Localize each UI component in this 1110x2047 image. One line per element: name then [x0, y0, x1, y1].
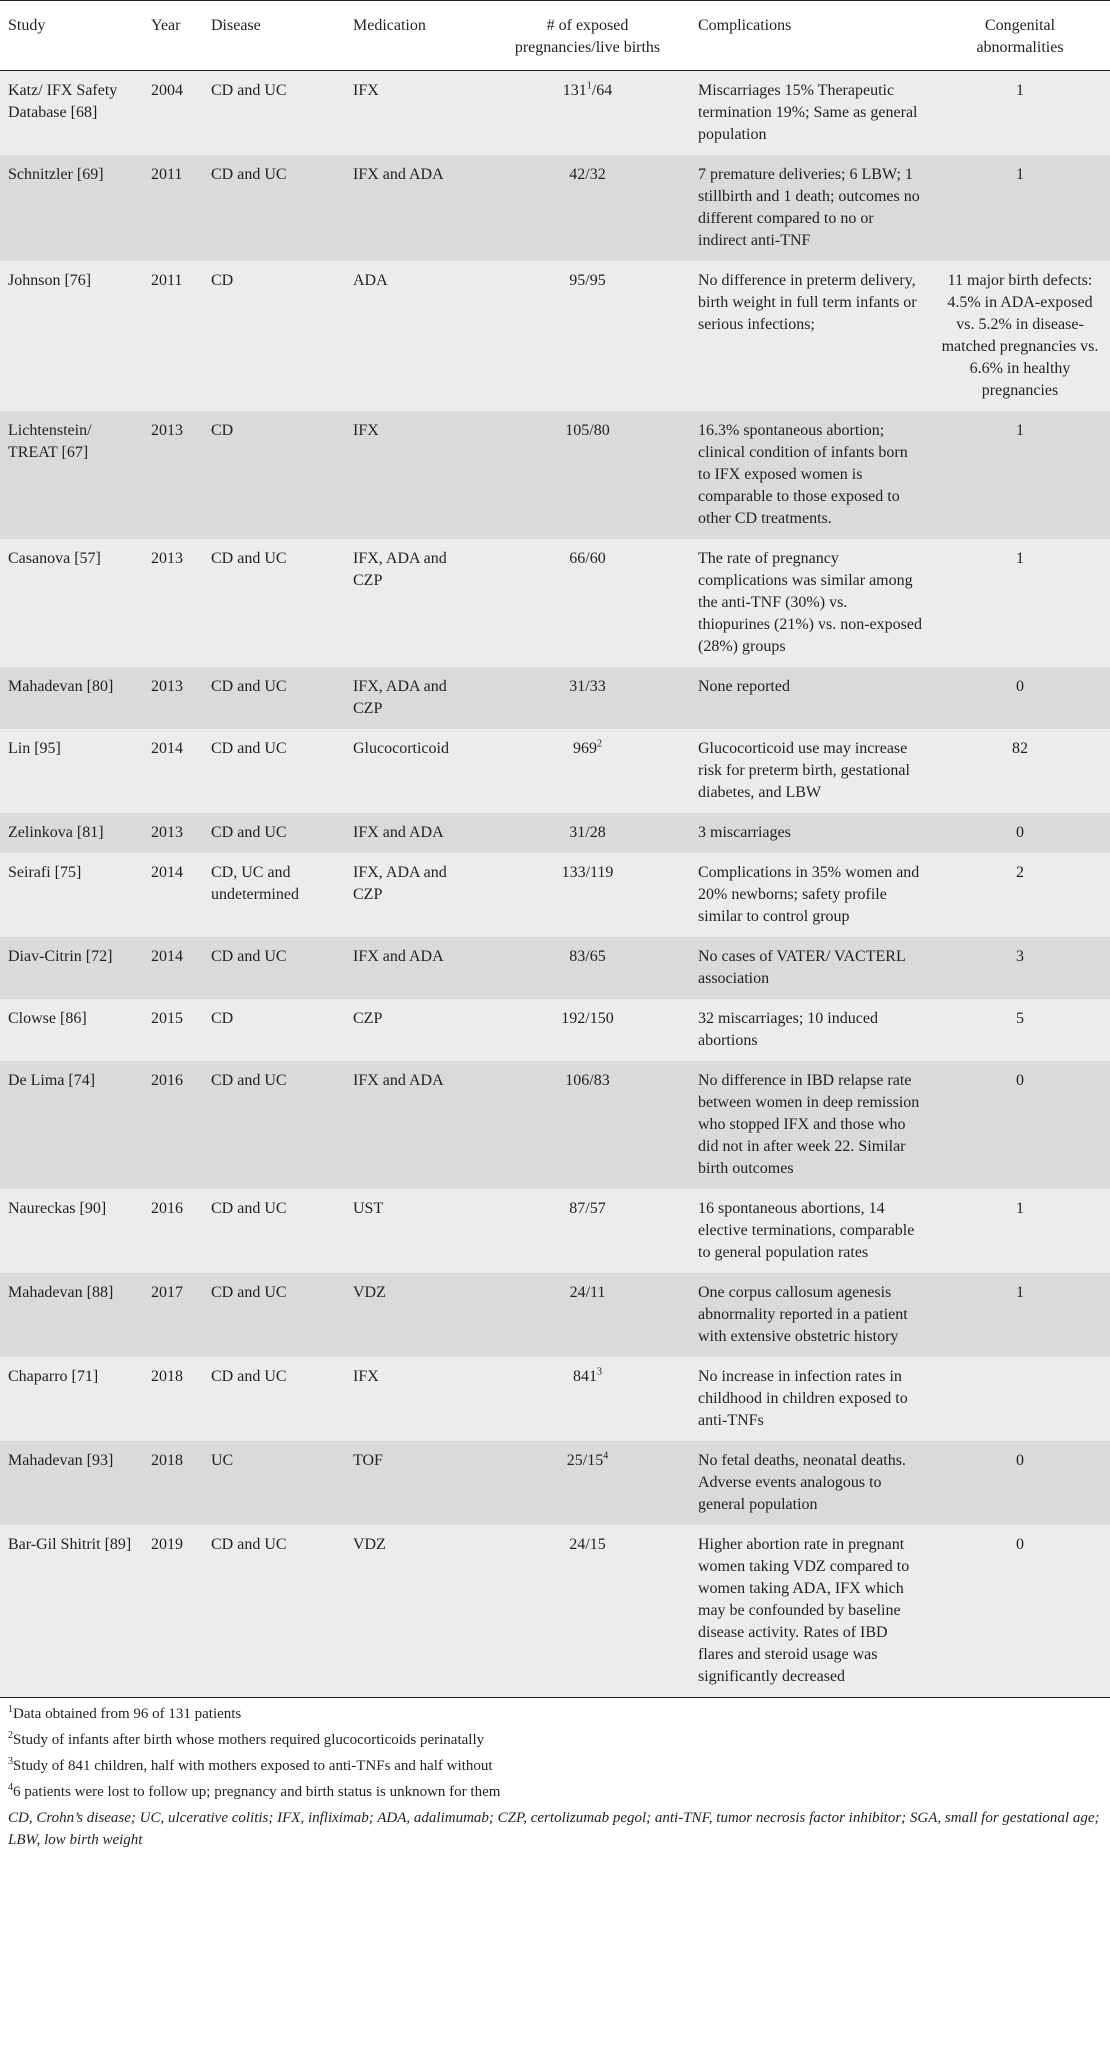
cell-exposed — [485, 71, 690, 156]
cell-complications: No increase in infection rates in childhood in children exposed to anti-TNFs — [690, 1357, 930, 1441]
cell-medication: IFX, ADA and CZP — [345, 539, 485, 667]
cell-year: 2017 — [143, 1273, 203, 1357]
exposed-value: 106/83 — [565, 1072, 610, 1089]
exposed-value: 31/28 — [569, 824, 606, 841]
exposed-value-rest: /64 — [591, 82, 613, 99]
footnote-marker: 2 — [597, 738, 602, 750]
cell-congenital: 1 — [930, 71, 1110, 156]
cell-study: Mahadevan [93] — [0, 1441, 143, 1525]
cell-congenital: 0 — [930, 1525, 1110, 1698]
cell-disease: CD and UC — [203, 155, 345, 261]
header-congenital — [930, 1, 1110, 71]
cell-exposed — [485, 937, 690, 999]
header-congenital-line1: Congenital — [984, 17, 1056, 34]
cell-exposed — [485, 1357, 690, 1441]
cell-year: 2016 — [143, 1061, 203, 1189]
cell-exposed — [485, 813, 690, 853]
cell-medication: IFX — [345, 1357, 485, 1441]
cell-year: 2018 — [143, 1441, 203, 1525]
cell-exposed — [485, 853, 690, 937]
table-row — [0, 71, 1110, 156]
cell-complications: 16 spontaneous abortions, 14 elective terminations, comparable to general population rates — [690, 1189, 930, 1273]
cell-congenital: 0 — [930, 1061, 1110, 1189]
cell-medication: CZP — [345, 999, 485, 1061]
cell-exposed — [485, 539, 690, 667]
table-row — [0, 411, 1110, 539]
table-row — [0, 667, 1110, 729]
exposed-value: 133/119 — [561, 864, 614, 881]
cell-disease: CD — [203, 411, 345, 539]
cell-complications: 32 miscarriages; 10 induced abortions — [690, 999, 930, 1061]
cell-complications: None reported — [690, 667, 930, 729]
header-study: Study — [0, 1, 143, 71]
exposed-value: 83/65 — [569, 948, 606, 965]
cell-study: Casanova [57] — [0, 539, 143, 667]
cell-study: Clowse [86] — [0, 999, 143, 1061]
cell-year: 2011 — [143, 261, 203, 411]
cell-year: 2013 — [143, 539, 203, 667]
cell-study: De Lima [74] — [0, 1061, 143, 1189]
cell-medication: IFX, ADA and CZP — [345, 667, 485, 729]
exposed-value: 95/95 — [569, 272, 606, 289]
cell-congenital: 5 — [930, 999, 1110, 1061]
cell-medication: IFX and ADA — [345, 1061, 485, 1189]
cell-year: 2018 — [143, 1357, 203, 1441]
cell-medication: ADA — [345, 261, 485, 411]
exposed-value: 841 — [573, 1368, 597, 1385]
cell-medication: IFX, ADA and CZP — [345, 853, 485, 937]
cell-year: 2014 — [143, 853, 203, 937]
cell-medication: IFX and ADA — [345, 813, 485, 853]
cell-exposed — [485, 1273, 690, 1357]
cell-year: 2015 — [143, 999, 203, 1061]
cell-year: 2014 — [143, 729, 203, 813]
footnote — [8, 1781, 1102, 1803]
cell-complications: Complications in 35% women and 20% newborns; safety profile similar to control group — [690, 853, 930, 937]
cell-congenital: 1 — [930, 1273, 1110, 1357]
exposed-value: 131 — [562, 82, 587, 99]
cell-year: 2011 — [143, 155, 203, 261]
footnote-marker: 1 — [586, 80, 592, 92]
exposed-value: 24/15 — [569, 1536, 606, 1553]
cell-disease: CD and UC — [203, 539, 345, 667]
footnote-marker: 4 — [603, 1450, 609, 1462]
cell-congenital: 2 — [930, 853, 1110, 937]
cell-congenital: 0 — [930, 1441, 1110, 1525]
cell-complications: No difference in IBD relapse rate between women in deep remission who stopped IFX and those who did not in after week 22. Similar birth outcomes — [690, 1061, 930, 1189]
cell-complications: 3 miscarriages — [690, 813, 930, 853]
exposed-value: 105/80 — [565, 422, 610, 439]
footnote-marker: 1 — [8, 1704, 13, 1715]
cell-disease: CD and UC — [203, 813, 345, 853]
cell-exposed — [485, 1441, 690, 1525]
exposed-value: 66/60 — [569, 550, 606, 567]
cell-study: Lin [95] — [0, 729, 143, 813]
cell-study: Chaparro [71] — [0, 1357, 143, 1441]
cell-congenital: 3 — [930, 937, 1110, 999]
cell-exposed — [485, 261, 690, 411]
cell-study: Lichtenstein/ TREAT [67] — [0, 411, 143, 539]
header-year: Year — [143, 1, 203, 71]
cell-year: 2014 — [143, 937, 203, 999]
cell-disease: CD and UC — [203, 1357, 345, 1441]
footnote — [8, 1703, 1102, 1725]
footnote-marker: 3 — [597, 1366, 602, 1378]
table-row — [0, 1525, 1110, 1698]
header-complications: Complications — [690, 1, 930, 71]
cell-medication: UST — [345, 1189, 485, 1273]
table-header — [0, 1, 1110, 71]
exposed-value: 42/32 — [569, 166, 606, 183]
table-row — [0, 937, 1110, 999]
table-row — [0, 1273, 1110, 1357]
cell-complications: One corpus callosum agenesis abnormality reported in a patient with extensive obstetric history — [690, 1273, 930, 1357]
cell-exposed — [485, 729, 690, 813]
table-row — [0, 1061, 1110, 1189]
cell-congenital: 1 — [930, 1189, 1110, 1273]
cell-complications: 7 premature deliveries; 6 LBW; 1 stillbirth and 1 death; outcomes no different compared to no or indirect anti-TNF — [690, 155, 930, 261]
cell-disease: CD and UC — [203, 667, 345, 729]
cell-study: Zelinkova [81] — [0, 813, 143, 853]
exposed-value: 31/33 — [569, 678, 606, 695]
table-row — [0, 813, 1110, 853]
cell-congenital: 11 major birth defects: 4.5% in ADA-exposed vs. 5.2% in disease-matched pregnancies vs. 6.6% in healthy pregnancies — [930, 261, 1110, 411]
cell-study: Katz/ IFX Safety Database [68] — [0, 71, 143, 156]
abbreviations-note: CD, Crohn’s disease; UC, ulcerative colitis; IFX, infliximab; ADA, adalimumab; CZP, certolizumab pegol; anti-TNF, tumor necrosis factor inhibitor; SGA, small for gestational age; LBW, low birth weight — [8, 1810, 1100, 1848]
header-exposed-line2: pregnancies/live births — [514, 39, 661, 56]
cell-complications: 16.3% spontaneous abortion; clinical condition of infants born to IFX exposed women is comparable to those exposed to other CD treatments. — [690, 411, 930, 539]
exposed-value: 24/11 — [569, 1284, 606, 1301]
footnote-text: Study of infants after birth whose mothers required glucocorticoids perinatally — [13, 1732, 485, 1748]
footnote — [8, 1755, 1102, 1777]
cell-disease: CD and UC — [203, 71, 345, 156]
cell-study: Diav-Citrin [72] — [0, 937, 143, 999]
cell-study: Seirafi [75] — [0, 853, 143, 937]
footnote-marker: 3 — [8, 1756, 13, 1767]
cell-medication: Glucocorticoid — [345, 729, 485, 813]
cell-complications: No cases of VATER/ VACTERL association — [690, 937, 930, 999]
exposed-value: 192/150 — [561, 1010, 614, 1027]
cell-medication: IFX and ADA — [345, 937, 485, 999]
cell-disease: CD and UC — [203, 1061, 345, 1189]
cell-complications: Glucocorticoid use may increase risk for preterm birth, gestational diabetes, and LBW — [690, 729, 930, 813]
cell-year: 2016 — [143, 1189, 203, 1273]
header-medication: Medication — [345, 1, 485, 71]
cell-study: Mahadevan [80] — [0, 667, 143, 729]
footnote-list — [8, 1703, 1102, 1803]
table-row — [0, 539, 1110, 667]
cell-complications: No difference in preterm delivery, birth weight in full term infants or serious infections; — [690, 261, 930, 411]
cell-disease: CD, UC and undetermined — [203, 853, 345, 937]
cell-year: 2013 — [143, 813, 203, 853]
footnote-text: Study of 841 children, half with mothers exposed to anti-TNFs and half without — [13, 1758, 493, 1774]
footnote-marker: 2 — [8, 1730, 13, 1741]
cell-complications: The rate of pregnancy complications was similar among the anti-TNF (30%) vs. thiopurines (21%) vs. non-exposed (28%) groups — [690, 539, 930, 667]
exposed-value: 25/15 — [566, 1452, 604, 1469]
cell-study: Schnitzler [69] — [0, 155, 143, 261]
table-row — [0, 155, 1110, 261]
table-row — [0, 1441, 1110, 1525]
cell-congenital: 0 — [930, 667, 1110, 729]
footnote — [8, 1729, 1102, 1751]
cell-study: Mahadevan [88] — [0, 1273, 143, 1357]
cell-exposed — [485, 155, 690, 261]
cell-exposed — [485, 1189, 690, 1273]
table-row — [0, 729, 1110, 813]
cell-complications: No fetal deaths, neonatal deaths. Adverse events analogous to general population — [690, 1441, 930, 1525]
cell-medication: IFX — [345, 71, 485, 156]
cell-exposed — [485, 1525, 690, 1698]
cell-disease: CD and UC — [203, 729, 345, 813]
footnote-text: 6 patients were lost to follow up; pregnancy and birth status is unknown for them — [13, 1784, 501, 1800]
cell-disease: CD — [203, 261, 345, 411]
cell-year: 2004 — [143, 71, 203, 156]
cell-exposed — [485, 1061, 690, 1189]
exposed-value: 87/57 — [569, 1200, 606, 1217]
cell-congenital: 1 — [930, 411, 1110, 539]
cell-medication: VDZ — [345, 1273, 485, 1357]
table-row — [0, 1357, 1110, 1441]
cell-congenital: 0 — [930, 813, 1110, 853]
header-exposed — [485, 1, 690, 71]
cell-congenital — [930, 1357, 1110, 1441]
footnote-marker: 4 — [8, 1782, 13, 1793]
table-notes — [0, 1698, 1110, 1851]
header-disease: Disease — [203, 1, 345, 71]
cell-year: 2019 — [143, 1525, 203, 1698]
header-congenital-line2: abnormalities — [976, 39, 1064, 56]
cell-year: 2013 — [143, 411, 203, 539]
table-body — [0, 71, 1110, 1698]
cell-congenital: 1 — [930, 155, 1110, 261]
cell-disease: CD and UC — [203, 1189, 345, 1273]
footnote-text: Data obtained from 96 of 131 patients — [13, 1706, 242, 1722]
cell-medication: TOF — [345, 1441, 485, 1525]
header-row — [0, 1, 1110, 71]
cell-study: Bar-Gil Shitrit [89] — [0, 1525, 143, 1698]
cell-exposed — [485, 411, 690, 539]
table-row — [0, 1189, 1110, 1273]
cell-disease: CD and UC — [203, 1273, 345, 1357]
cell-medication: IFX and ADA — [345, 155, 485, 261]
cell-congenital: 1 — [930, 539, 1110, 667]
cell-exposed — [485, 667, 690, 729]
cell-congenital: 82 — [930, 729, 1110, 813]
cell-disease: CD and UC — [203, 937, 345, 999]
cell-study: Naureckas [90] — [0, 1189, 143, 1273]
cell-medication: VDZ — [345, 1525, 485, 1698]
cell-disease: UC — [203, 1441, 345, 1525]
table-row — [0, 261, 1110, 411]
header-exposed-line1: # of exposed — [546, 17, 629, 34]
exposed-value: 969 — [573, 740, 597, 757]
cell-study: Johnson [76] — [0, 261, 143, 411]
cell-medication: IFX — [345, 411, 485, 539]
cell-disease: CD and UC — [203, 1525, 345, 1698]
table-row — [0, 999, 1110, 1061]
table-row — [0, 853, 1110, 937]
cell-year: 2013 — [143, 667, 203, 729]
cell-exposed — [485, 999, 690, 1061]
cell-complications: Miscarriages 15% Therapeutic termination 19%; Same as general population — [690, 71, 930, 156]
cell-disease: CD — [203, 999, 345, 1061]
cell-complications: Higher abortion rate in pregnant women taking VDZ compared to women taking ADA, IFX which may be confounded by baseline disease activity. Rates of IBD flares and steroid usage was significantly decreased — [690, 1525, 930, 1698]
